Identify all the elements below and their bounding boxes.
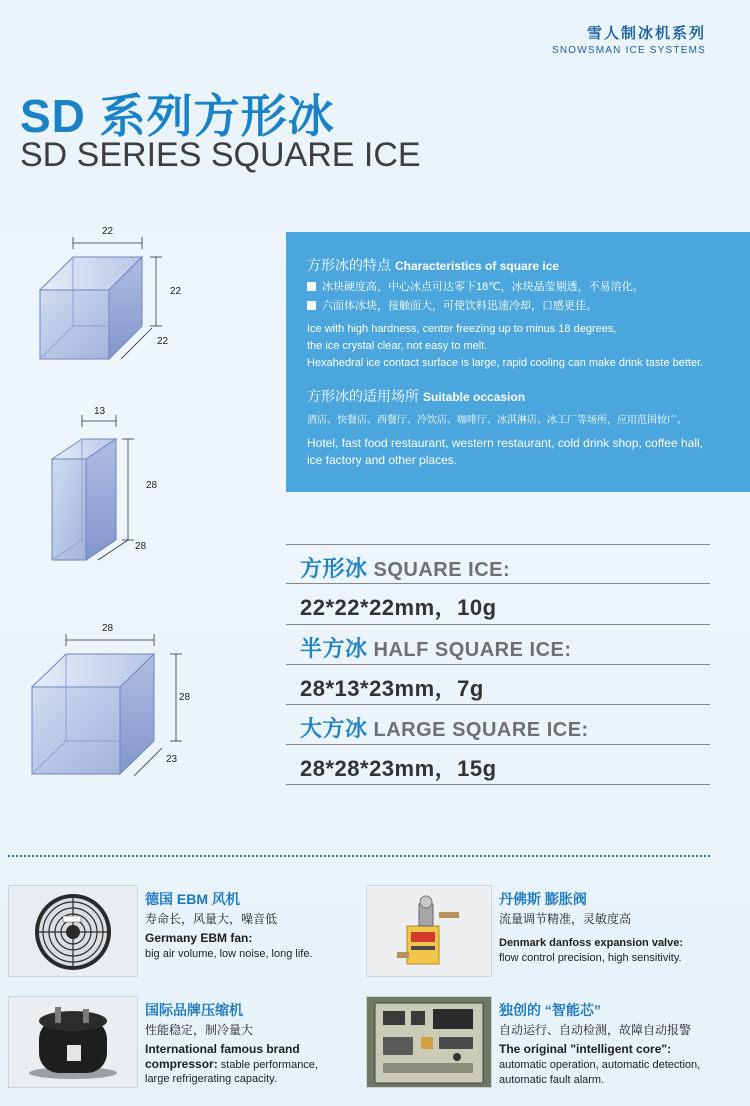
ebm-fan-image [8,885,138,977]
feature-core-title-en: The original "intelligent core": [499,1042,672,1056]
compressor-icon [9,997,137,1087]
characteristic-en-line: Hexahedral ice contact surface is large, rapid cooling can make drink taste better. [307,357,704,369]
bullet-square-icon [307,282,316,291]
spec-name-en: SQUARE ICE: [373,559,511,581]
cube1-height-label: 22 [170,286,182,297]
spec-value-large: 28*28*23mm，15g [300,756,497,781]
characteristics-heading-en: Characteristics of square ice [395,259,560,273]
feature-compressor-title-cn: 国际品牌压缩机 [145,1002,243,1018]
ice-cube-diagrams [0,220,300,800]
spec-divider [286,704,710,705]
spec-name-en: HALF SQUARE ICE: [373,639,572,661]
bullet-square-icon [307,301,316,310]
brand-name-en: SNOWSMAN ICE SYSTEMS [551,45,706,56]
feature-compressor-title-en-2: compressor: [145,1057,218,1071]
cube2-width-label: 13 [94,406,106,417]
characteristic-en-line: the ice crystal clear, not easy to melt. [307,340,488,352]
spec-divider [286,624,710,625]
spec-divider [286,583,710,584]
characteristic-bullet [307,298,750,315]
cube-half-square-ice [52,415,134,560]
feature-core-desc-en: automatic operation, automatic detection, [499,1059,701,1071]
spec-divider [286,744,710,745]
cube-square-ice [40,237,162,359]
spec-value-square: 22*22*22mm，10g [300,595,497,620]
cube1-depth-label: 22 [157,336,169,347]
feature-compressor-desc [145,1057,318,1073]
spec-name-cn: 半方冰 [300,636,368,661]
characteristic-bullet-text: 冰块硬度高，中心冰点可达零下18℃，冰块晶莹剔透，不易溶化。 [322,281,644,293]
brand-name-cn: 雪人制冰机系列 [586,25,706,42]
spec-name-cn: 大方冰 [300,716,368,741]
feature-compressor-title-en: International famous brand [145,1042,300,1056]
feature-valve-desc-en: flow control precision, high sensitivity. [499,952,682,964]
occasion-en-line: ice factory and other places. [307,453,458,467]
feature-valve-title-cn: 丹佛斯 膨胀阀 [499,891,587,907]
characteristics-heading-cn: 方形冰的特点 [307,257,391,273]
cube2-height-label: 28 [146,480,158,491]
spec-name-en: LARGE SQUARE ICE: [373,719,589,741]
compressor-image [8,996,138,1088]
cube3-depth-label: 23 [166,754,178,765]
feature-compressor-sub-cn: 性能稳定，制冷量大 [145,1023,254,1037]
control-board-image [366,996,492,1088]
expansion-valve-icon [367,886,491,976]
occasion-heading-cn: 方形冰的适用场所 [307,388,419,404]
spec-divider [286,544,710,545]
feature-valve-sub-cn: 流量调节精准，灵敏度高 [499,912,632,926]
spec-heading-half [300,632,572,663]
section-divider [8,855,710,857]
spec-divider [286,664,710,665]
feature-compressor-desc-en: stable performance, [220,1059,318,1071]
characteristics-heading [307,255,750,275]
cube3-width-label: 28 [102,623,114,634]
characteristic-en-line: Ice with high hardness, center freezing up to minus 18 degrees, [307,323,617,335]
feature-fan-title-en: Germany EBM fan: [145,931,253,945]
characteristics-panel [286,232,750,492]
page-title-cn: SD 系列方形冰 [20,90,335,142]
danfoss-valve-image [366,885,492,977]
cube1-width-label: 22 [102,226,114,237]
characteristic-bullet-text: 六面体冰块，接触面大，可使饮料迅速冷却，口感更佳。 [322,300,597,312]
occasion-heading-en: Suitable occasion [423,390,526,404]
spec-value-half: 28*13*23mm，7g [300,676,484,701]
spec-heading-square [300,552,510,583]
feature-compressor-desc-en-2: large refrigerating capacity. [145,1073,277,1085]
spec-name-cn: 方形冰 [300,556,368,581]
feature-core-desc-en-2: automatic fault alarm. [499,1074,605,1086]
feature-core-title-cn: 独创的 “智能芯” [499,1002,601,1018]
spec-heading-large [300,712,589,743]
occasion-cn-line: 酒店、快餐店、西餐厅、冷饮店、咖啡厅、冰淇淋店、冰工厂等场所，应用范围较广。 [307,415,687,426]
occasion-heading [307,386,750,406]
characteristic-bullet [307,279,750,296]
feature-fan-desc-en: big air volume, low noise, long life. [145,948,313,960]
cube-large-square-ice [32,634,182,776]
feature-fan-sub-cn: 寿命长，风量大，噪音低 [145,912,278,926]
feature-valve-title-en: Denmark danfoss expansion valve: [499,937,684,949]
spec-divider [286,784,710,785]
cube2-depth-label: 28 [135,541,147,552]
feature-core-sub-cn: 自动运行、自动检测，故障自动报警 [499,1023,692,1037]
fan-icon [9,886,137,976]
occasion-en-line: Hotel, fast food restaurant, western restaurant, cold drink shop, coffee hall, [307,436,703,450]
circuit-board-icon [367,997,491,1087]
feature-fan-title-cn: 德国 EBM 风机 [145,891,240,907]
page-title-en: SD SERIES SQUARE ICE [20,136,421,174]
cube3-height-label: 28 [179,692,191,703]
